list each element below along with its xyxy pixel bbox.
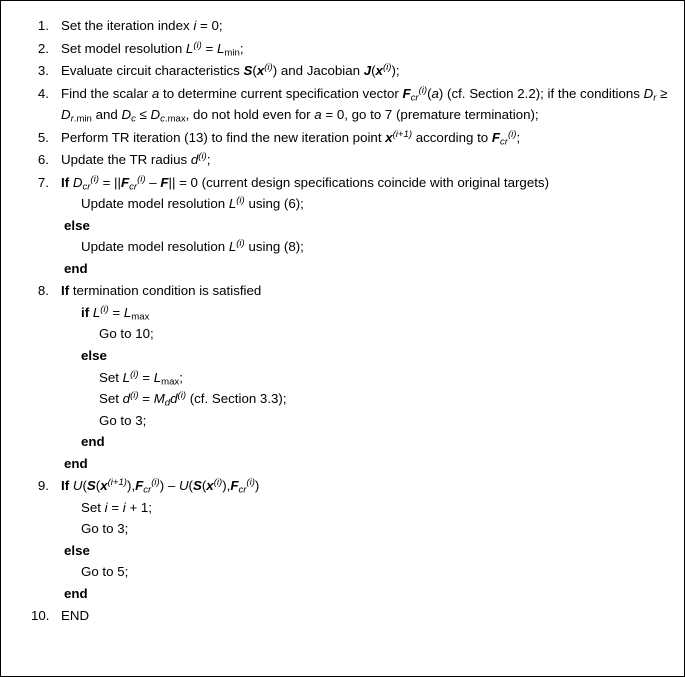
step-body — [61, 475, 674, 604]
step-sub-line: Go to 10; — [99, 326, 154, 342]
step-number: 1. — [37, 18, 49, 33]
step-sub-line: Go to 3; — [81, 521, 129, 537]
step-text: If $U(S(x^{(i+1)}),F_{cr}^{(i)}) - U(S(x^{(i)}),F_{cr}^{(i)})$ — [61, 477, 260, 496]
step-text: Set model resolution $L^{(i)} = L_{min}$; — [61, 39, 244, 58]
algorithm-step — [1, 15, 674, 37]
step-sub-line: else — [81, 347, 107, 363]
step-body — [61, 60, 674, 82]
step-text: Perform TR iteration (13) to find the new iteration point $x^{(i+1)}$ according to $F_{cr}^{(i)}$; — [61, 128, 521, 148]
step-sub-line: end — [64, 260, 88, 276]
step-number: 5. — [37, 129, 49, 145]
step-sub-line: if $L^{(i)} = L_{max}$ — [81, 304, 150, 323]
step-text: Find the scalar a to determine current specification vector $F_{cr}^{(i)}(a)$ (cf. Section 2.2); if the conditions $D_r \ge D_{r.min}$ and $D_c \le D_{c.max}$, do not hold even for a = 0, go to 7 (premature termination); — [61, 84, 668, 125]
step-sub-line: else — [64, 542, 90, 558]
step-text: If $D_{cr}^{(i)} = ||F_{cr}^{(i)} - F|| = 0$ (current design specifications coincide with original targets) — [61, 173, 549, 193]
step-body — [61, 172, 674, 280]
step-number: 10. — [31, 608, 50, 624]
step-body — [61, 280, 674, 474]
algorithm-step — [1, 83, 674, 126]
step-sub-line: end — [81, 434, 105, 450]
algorithm-step — [1, 149, 674, 171]
step-sub-line: Go to 3; — [99, 412, 147, 428]
step-sub-line: Set $L^{(i)} = L_{max}$; — [99, 368, 183, 387]
step-number: 3. — [37, 63, 49, 79]
algorithm-step — [1, 38, 674, 60]
step-text: Set the iteration index i = 0; — [61, 18, 223, 33]
algorithm-step — [1, 280, 674, 474]
step-number: 7. — [37, 174, 49, 190]
algorithm-step — [1, 605, 674, 627]
step-body — [61, 38, 674, 60]
step-sub-line: Go to 5; — [81, 564, 129, 580]
step-sub-line: else — [64, 217, 90, 233]
step-sub-line: Set $d^{(i)} = M_dd^{(i)}$ (cf. Section 3.3); — [99, 390, 287, 409]
step-number: 9. — [37, 478, 49, 494]
step-text: Evaluate circuit characteristics $S(x^{(i)})$ and Jacobian $J(x^{(i)})$; — [61, 62, 400, 79]
algorithm-step — [1, 172, 674, 280]
step-body — [61, 149, 674, 171]
algorithm-step — [1, 60, 674, 82]
step-sub-line: Update model resolution $L^{(i)}$ using (8); — [81, 238, 304, 255]
algorithm-step — [1, 475, 674, 604]
step-number: 2. — [37, 40, 49, 56]
step-text: Update the TR radius $d^{(i)}$; — [61, 151, 211, 168]
step-sub-line: Set i = i + 1; — [81, 499, 152, 515]
step-number: 6. — [37, 152, 49, 168]
step-number: 8. — [37, 283, 49, 299]
step-number: 4. — [37, 85, 49, 101]
algorithm-step — [1, 127, 674, 149]
step-sub-line: Update model resolution $L^{(i)}$ using (6); — [81, 195, 304, 212]
step-body — [61, 15, 674, 37]
step-body — [61, 127, 674, 149]
step-text: If termination condition is satisfied — [61, 283, 262, 299]
step-sub-line: end — [64, 455, 88, 471]
step-body — [61, 83, 674, 126]
algorithm-step-list — [1, 1, 684, 627]
step-sub-line: end — [64, 585, 88, 601]
step-text: END — [61, 608, 90, 624]
step-body — [61, 605, 674, 627]
